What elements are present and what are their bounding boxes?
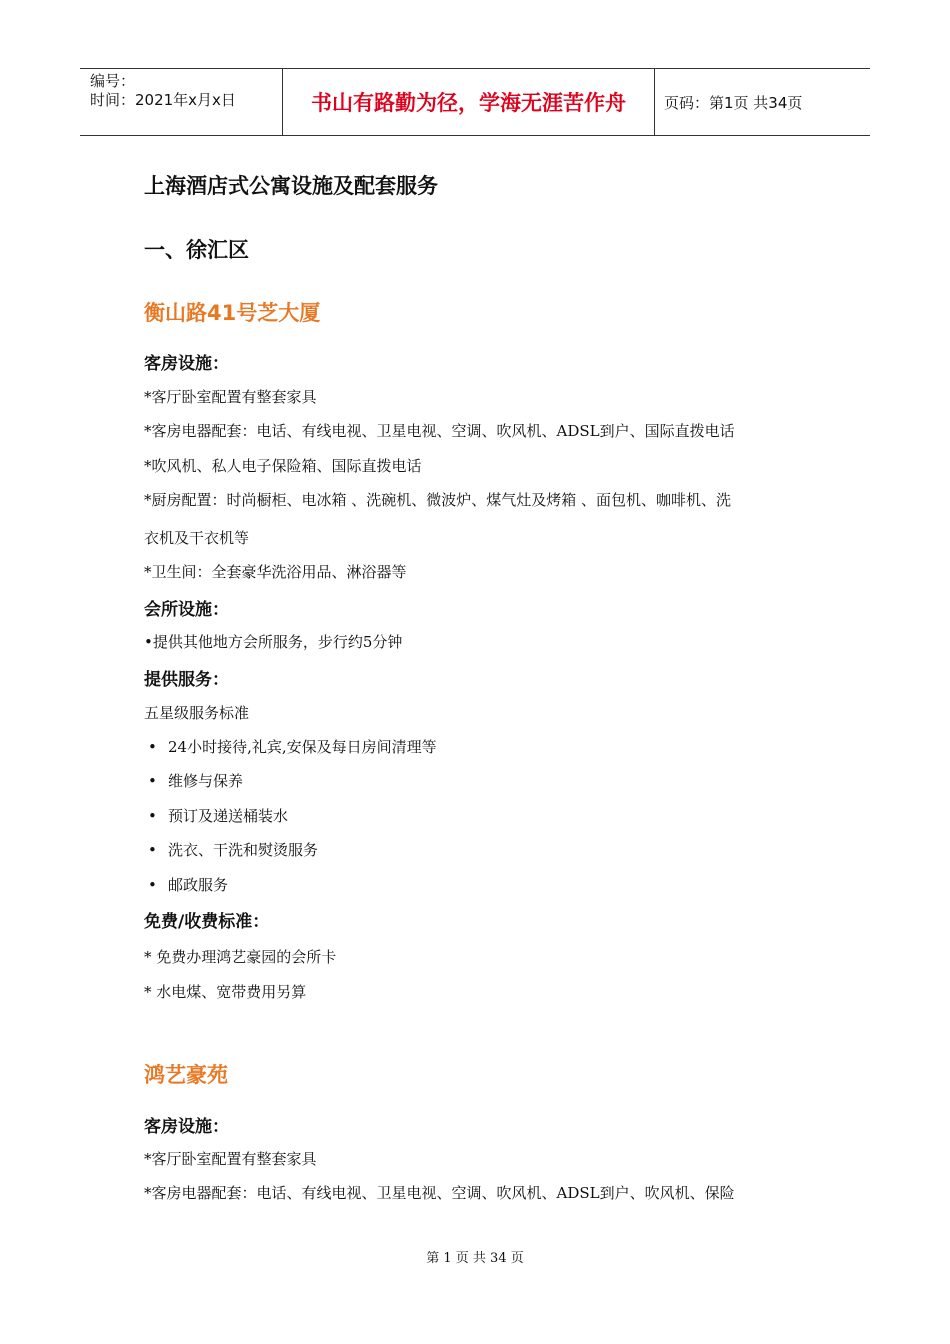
list-item: *卫生间：全套豪华洗浴用品、淋浴器等	[144, 563, 407, 581]
number-label: 编号：	[90, 72, 136, 90]
section-heading: 一、徐汇区	[144, 238, 249, 262]
club-facilities-heading: 会所设施：	[144, 600, 229, 620]
list-item: • 预订及递送桶装水	[148, 807, 289, 825]
bullet-icon: •	[148, 772, 157, 790]
list-item: *客厅卧室配置有整套家具	[144, 1150, 317, 1168]
room-facilities-heading: 客房设施：	[144, 1117, 229, 1137]
header-left-cell	[80, 69, 282, 135]
building-name-2: 鸿艺豪苑	[144, 1063, 228, 1087]
list-item: *厨房配置：时尚橱柜、电冰箱 、洗碗机、微波炉、煤气灶及烤箱 、面包机、咖啡机、洗	[144, 491, 732, 509]
header-motto-cell	[282, 69, 655, 135]
page-label: 页码：第1页 共34页	[664, 93, 803, 112]
bullet-icon: •	[148, 738, 157, 756]
page-footer: 第 1 页 共 34 页	[426, 1251, 524, 1266]
services-heading: 提供服务：	[144, 670, 229, 690]
list-item: • 洗衣、干洗和熨烫服务	[148, 841, 319, 859]
room-facilities-heading: 客房设施：	[144, 354, 229, 374]
fee-heading: 免费/收费标准：	[144, 912, 270, 932]
list-item: •提供其他地方会所服务，步行约5分钟	[144, 633, 403, 651]
header-page-cell	[655, 69, 870, 135]
list-item: • 24小时接待,礼宾,安保及每日房间清理等	[148, 738, 437, 756]
list-item: 衣机及干衣机等	[144, 529, 250, 547]
bullet-icon: •	[148, 841, 157, 859]
list-item: *客房电器配套：电话、有线电视、卫星电视、空调、吹风机、ADSL到户、吹风机、保险	[144, 1184, 735, 1202]
list-item: *客厅卧室配置有整套家具	[144, 388, 317, 406]
list-item: * 免费办理鸿艺豪园的会所卡	[144, 948, 337, 966]
motto: 书山有路勤为径，学海无涯苦作舟	[311, 91, 626, 115]
header-table	[80, 68, 870, 136]
document-title: 上海酒店式公寓设施及配套服务	[144, 174, 438, 198]
service-intro: 五星级服务标准	[144, 704, 250, 722]
bullet-icon: •	[148, 876, 157, 894]
list-item: *客房电器配套：电话、有线电视、卫星电视、空调、吹风机、ADSL到户、国际直拨电话	[144, 422, 735, 440]
list-item: • 维修与保养	[148, 772, 244, 790]
list-item: • 邮政服务	[148, 876, 229, 894]
time-label: 时间：2021年x月x日	[90, 91, 236, 109]
building-name-1: 衡山路41号芝大厦	[144, 301, 321, 325]
list-item: *吹风机、私人电子保险箱、国际直拨电话	[144, 457, 422, 475]
list-item: * 水电煤、宽带费用另算	[144, 983, 307, 1001]
bullet-icon: •	[148, 807, 157, 825]
